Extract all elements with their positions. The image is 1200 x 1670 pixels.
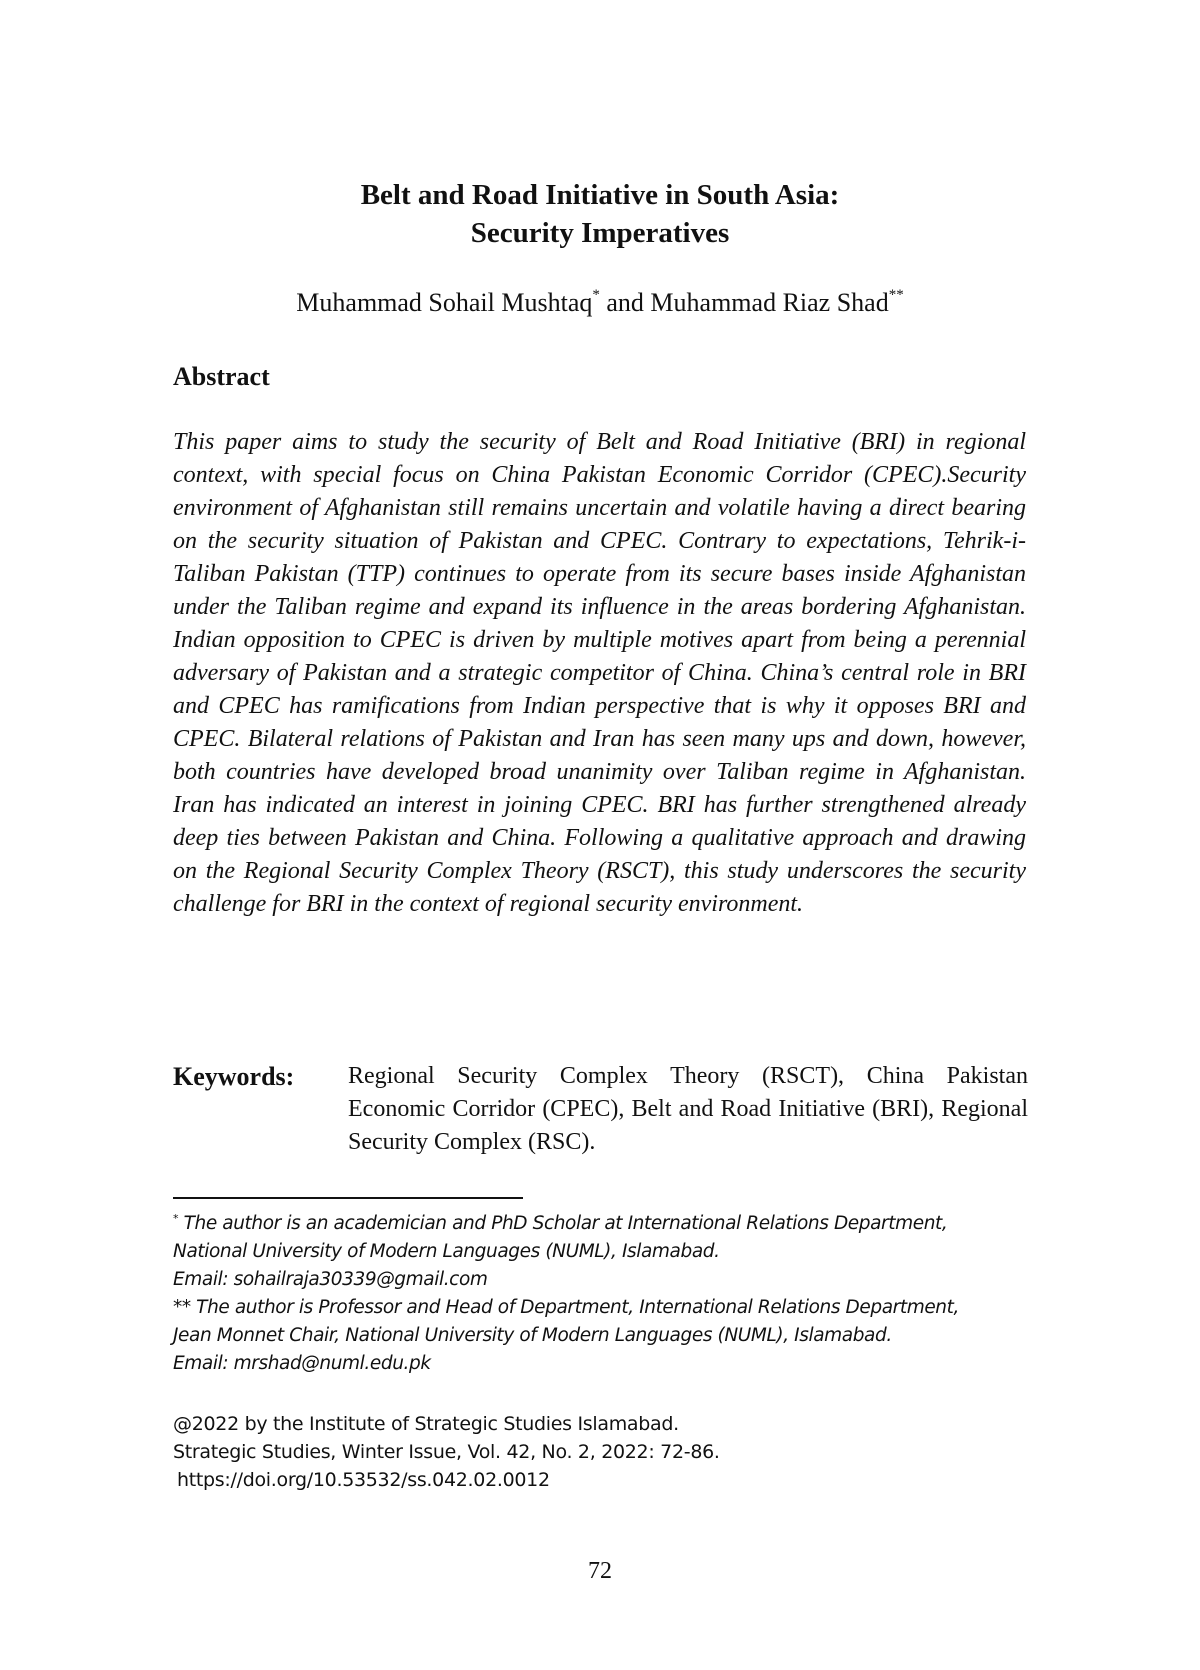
footnote-2-line-1: ** The author is Professor and Head of Department, International Relations Department, — [173, 1297, 959, 1318]
footnote-1-email: Email: sohailraja30339@gmail.com — [173, 1269, 488, 1290]
paper-title — [0, 176, 1200, 252]
copyright-block — [173, 1410, 1033, 1494]
footnote-divider — [173, 1197, 523, 1199]
footnotes — [173, 1210, 1033, 1378]
copyright-line: @2022 by the Institute of Strategic Studies Islamabad. — [173, 1413, 679, 1435]
title-line-1: Belt and Road Initiative in South Asia: — [360, 179, 840, 211]
author-1-name: Muhammad Sohail Mushtaq — [296, 288, 593, 317]
author-conjunction: and — [599, 288, 651, 317]
footnote-1-mark: * — [173, 1212, 179, 1225]
footnote-1-text: The author is an academician and PhD Scholar at International Relations Department, — [178, 1213, 948, 1234]
page-number: 72 — [588, 1558, 612, 1584]
keywords-label: Keywords: — [173, 1062, 295, 1091]
title-line-2: Security Imperatives — [470, 217, 730, 249]
keywords-text: Regional Security Complex Theory (RSCT), China Pakistan Economic Corridor (CPEC), Belt and Road Initiative (BRI), Regional Security Complex (RSC). — [348, 1063, 1028, 1155]
footnote-2-line-2: Jean Monnet Chair, National University of Modern Languages (NUML), Islamabad. — [173, 1325, 892, 1346]
author-1-footnote-mark: * — [592, 287, 600, 303]
footnote-1-line-2: National University of Modern Languages (NUML), Islamabad. — [173, 1241, 720, 1262]
citation-line: Strategic Studies, Winter Issue, Vol. 42, No. 2, 2022: 72-86. — [173, 1441, 720, 1463]
footnote-2-email: Email: mrshad@numl.edu.pk — [173, 1353, 431, 1374]
author-line — [0, 286, 1200, 320]
author-2-name: Muhammad Riaz Shad — [650, 288, 889, 317]
abstract-heading: Abstract — [173, 362, 270, 391]
doi-link[interactable]: https://doi.org/10.53532/ss.042.02.0012 — [177, 1469, 550, 1491]
footnote-1-line-1 — [173, 1210, 1033, 1238]
author-2-footnote-mark: ** — [888, 287, 904, 303]
abstract-text: This paper aims to study the security of Belt and Road Initiative (BRI) in regional context, with special focus on China Pakistan Economic Corridor (CPEC).Security environment of Afghanistan still remains uncertain and volatile having a direct bearing on the security situation of Pakistan and CPEC. Contrary to expectations, Tehrik-i-Taliban Pakistan (TTP) continues to operate from its secure bases inside Afghanistan under the Taliban regime and expand its influence in the areas bordering Afghanistan. Indian opposition to CPEC is driven by multiple motives apart from being a perennial adversary of Pakistan and a strategic competitor of China. China’s central role in BRI and CPEC has ramifications from Indian perspective that is why it opposes BRI and CPEC. Bilateral relations of Pakistan and Iran has seen many ups and down, however, both countries have developed broad unanimity over Taliban regime in Afghanistan. Iran has indicated an interest in joining CPEC. BRI has further strengthened already deep ties between Pakistan and China. Following a qualitative approach and drawing on the Regional Security Complex Theory (RSCT), this study underscores the security challenge for BRI in the context of regional security environment. — [173, 429, 1026, 917]
